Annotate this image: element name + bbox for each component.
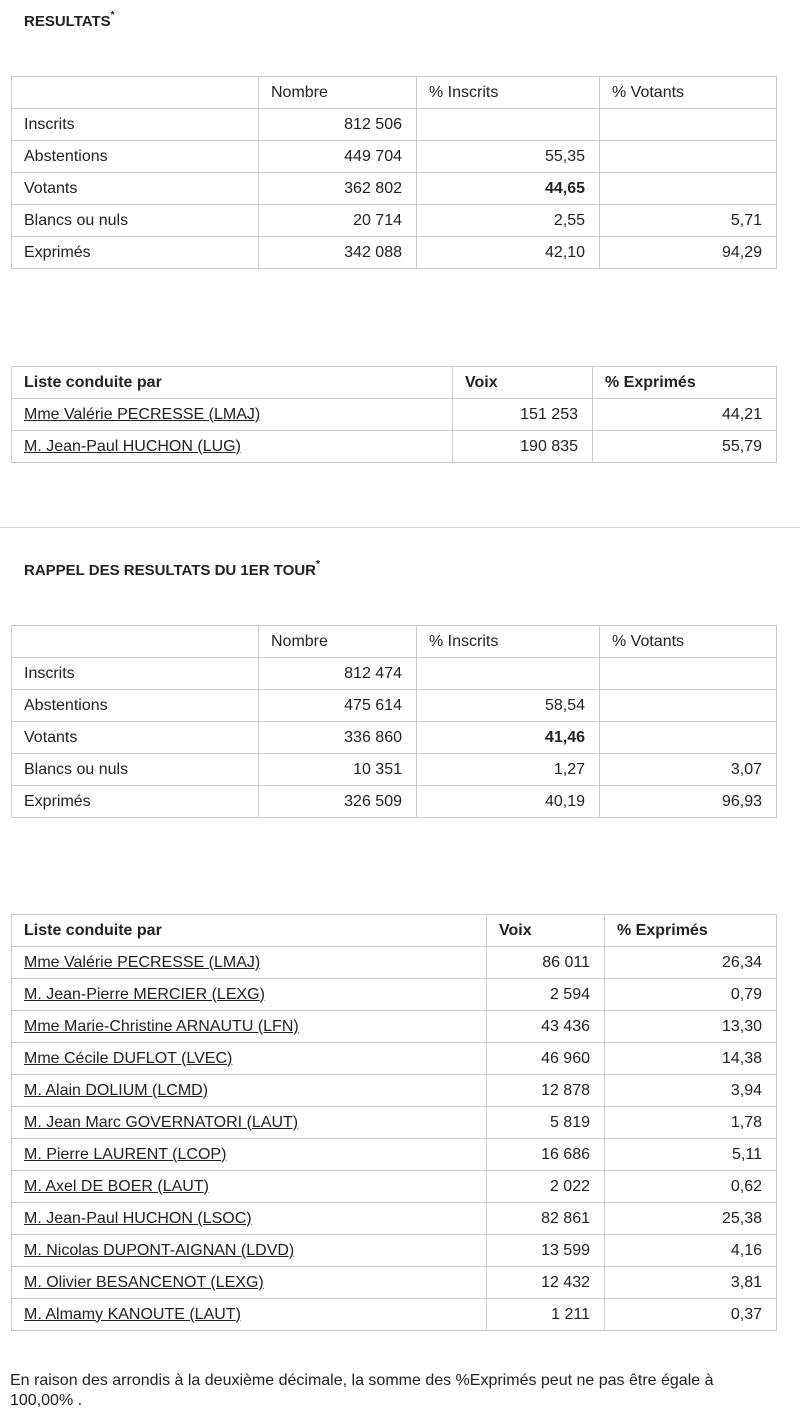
stats-pct-inscrits: 55,35 <box>417 141 600 173</box>
list-pct: 3,94 <box>605 1075 777 1107</box>
candidate-link[interactable]: M. Nicolas DUPONT-AIGNAN (LDVD) <box>24 1241 295 1259</box>
stats-pct-votants <box>600 658 777 690</box>
stats-pct-inscrits: 58,54 <box>417 690 600 722</box>
list-pct: 44,21 <box>593 399 777 431</box>
list-voix: 13 599 <box>487 1235 605 1267</box>
stats-nombre: 326 509 <box>259 786 417 818</box>
list-pct: 25,38 <box>605 1203 777 1235</box>
lists-header-voix: Voix <box>453 367 593 399</box>
first-round-heading <box>24 561 320 579</box>
stats-pct-votants <box>600 173 777 205</box>
list-pct: 1,78 <box>605 1107 777 1139</box>
first-round-lists-table <box>11 914 777 1331</box>
list-row <box>12 431 777 463</box>
results-heading <box>24 12 115 30</box>
list-pct: 14,38 <box>605 1043 777 1075</box>
stats-nombre: 475 614 <box>259 690 417 722</box>
first-round-asterisk: * <box>315 559 320 570</box>
stats-pct-votants <box>600 141 777 173</box>
list-pct: 0,37 <box>605 1299 777 1331</box>
candidate-link[interactable]: Mme Valérie PECRESSE (LMAJ) <box>24 953 261 971</box>
list-row <box>12 1011 777 1043</box>
stats-pct-votants: 5,71 <box>600 205 777 237</box>
stats-row-blancs <box>12 205 777 237</box>
lists-header-pct: % Exprimés <box>605 915 777 947</box>
stats-pct-inscrits <box>417 658 600 690</box>
stats-label: Votants <box>12 173 259 205</box>
stats-label: Abstentions <box>12 141 259 173</box>
stats-pct-inscrits <box>417 109 600 141</box>
stats-label: Exprimés <box>12 237 259 269</box>
lists-header-name: Liste conduite par <box>12 367 453 399</box>
lists-header-pct: % Exprimés <box>593 367 777 399</box>
stats-pct-inscrits: 40,19 <box>417 786 600 818</box>
stats-header-row <box>12 77 777 109</box>
list-row <box>12 1075 777 1107</box>
stats-nombre: 812 474 <box>259 658 417 690</box>
list-row <box>12 1267 777 1299</box>
stats-label: Abstentions <box>12 690 259 722</box>
list-pct: 0,79 <box>605 979 777 1011</box>
stats-row-abstentions <box>12 690 777 722</box>
stats-pct-inscrits: 42,10 <box>417 237 600 269</box>
list-pct: 3,81 <box>605 1267 777 1299</box>
stats-header-nombre: Nombre <box>259 77 417 109</box>
stats-row-votants <box>12 173 777 205</box>
lists-header-name: Liste conduite par <box>12 915 487 947</box>
stats-pct-votants: 3,07 <box>600 754 777 786</box>
candidate-link[interactable]: M. Jean Marc GOVERNATORI (LAUT) <box>24 1113 299 1131</box>
results-title: RESULTATS <box>24 13 111 30</box>
results-asterisk: * <box>110 10 115 21</box>
stats-row-exprimes <box>12 237 777 269</box>
list-voix: 82 861 <box>487 1203 605 1235</box>
list-row <box>12 1299 777 1331</box>
stats-header-label <box>12 626 259 658</box>
candidate-link[interactable]: M. Axel DE BOER (LAUT) <box>24 1177 209 1195</box>
list-voix: 5 819 <box>487 1107 605 1139</box>
rounding-footnote: En raison des arrondis à la deuxième décimale, la somme des %Exprimés peut ne pas être égale à 100,00% . <box>10 1372 714 1409</box>
stats-header-pct-votants: % Votants <box>600 626 777 658</box>
stats-nombre: 812 506 <box>259 109 417 141</box>
list-row <box>12 947 777 979</box>
stats-label: Blancs ou nuls <box>12 205 259 237</box>
stats-header-label <box>12 77 259 109</box>
stats-nombre: 20 714 <box>259 205 417 237</box>
stats-pct-votants <box>600 690 777 722</box>
stats-header-pct-inscrits: % Inscrits <box>417 77 600 109</box>
list-row <box>12 1043 777 1075</box>
candidate-link[interactable]: M. Almamy KANOUTE (LAUT) <box>24 1305 241 1323</box>
stats-row-exprimes <box>12 786 777 818</box>
stats-nombre: 10 351 <box>259 754 417 786</box>
list-pct: 26,34 <box>605 947 777 979</box>
candidate-link[interactable]: Mme Marie-Christine ARNAUTU (LFN) <box>24 1017 299 1035</box>
stats-nombre: 449 704 <box>259 141 417 173</box>
results-stats-table <box>11 76 777 269</box>
list-voix: 190 835 <box>453 431 593 463</box>
stats-pct-votants: 94,29 <box>600 237 777 269</box>
list-voix: 43 436 <box>487 1011 605 1043</box>
list-row <box>12 1107 777 1139</box>
list-pct: 0,62 <box>605 1171 777 1203</box>
lists-header-voix: Voix <box>487 915 605 947</box>
list-row <box>12 399 777 431</box>
candidate-link[interactable]: Mme Cécile DUFLOT (LVEC) <box>24 1049 233 1067</box>
list-pct: 55,79 <box>593 431 777 463</box>
stats-pct-votants: 96,93 <box>600 786 777 818</box>
candidate-link[interactable]: M. Jean-Paul HUCHON (LUG) <box>24 437 241 455</box>
first-round-stats-table <box>11 625 777 818</box>
list-pct: 4,16 <box>605 1235 777 1267</box>
results-lists-table <box>11 366 777 463</box>
stats-pct-votants <box>600 722 777 754</box>
stats-label: Blancs ou nuls <box>12 754 259 786</box>
candidate-link[interactable]: M. Jean-Paul HUCHON (LSOC) <box>24 1209 252 1227</box>
stats-row-inscrits <box>12 658 777 690</box>
list-pct: 13,30 <box>605 1011 777 1043</box>
list-row <box>12 1171 777 1203</box>
candidate-link[interactable]: M. Jean-Pierre MERCIER (LEXG) <box>24 985 265 1003</box>
list-pct: 5,11 <box>605 1139 777 1171</box>
list-voix: 46 960 <box>487 1043 605 1075</box>
stats-nombre: 362 802 <box>259 173 417 205</box>
stats-pct-inscrits: 2,55 <box>417 205 600 237</box>
stats-row-blancs <box>12 754 777 786</box>
stats-nombre: 342 088 <box>259 237 417 269</box>
list-row <box>12 1235 777 1267</box>
section-divider <box>0 527 800 528</box>
stats-label: Votants <box>12 722 259 754</box>
stats-row-votants <box>12 722 777 754</box>
stats-pct-inscrits: 41,46 <box>417 722 600 754</box>
list-row <box>12 1139 777 1171</box>
lists-header-row <box>12 367 777 399</box>
stats-header-pct-votants: % Votants <box>600 77 777 109</box>
candidate-link[interactable]: M. Olivier BESANCENOT (LEXG) <box>24 1273 264 1291</box>
stats-pct-votants <box>600 109 777 141</box>
lists-header-row <box>12 915 777 947</box>
candidate-link[interactable]: M. Pierre LAURENT (LCOP) <box>24 1145 227 1163</box>
stats-nombre: 336 860 <box>259 722 417 754</box>
stats-pct-inscrits: 44,65 <box>417 173 600 205</box>
list-row <box>12 979 777 1011</box>
stats-row-inscrits <box>12 109 777 141</box>
candidate-link[interactable]: Mme Valérie PECRESSE (LMAJ) <box>24 405 261 423</box>
list-row <box>12 1203 777 1235</box>
stats-header-nombre: Nombre <box>259 626 417 658</box>
stats-header-pct-inscrits: % Inscrits <box>417 626 600 658</box>
list-voix: 86 011 <box>487 947 605 979</box>
list-voix: 16 686 <box>487 1139 605 1171</box>
candidate-link[interactable]: M. Alain DOLIUM (LCMD) <box>24 1081 209 1099</box>
stats-row-abstentions <box>12 141 777 173</box>
list-voix: 12 878 <box>487 1075 605 1107</box>
stats-header-row <box>12 626 777 658</box>
list-voix: 2 022 <box>487 1171 605 1203</box>
first-round-title: RAPPEL DES RESULTATS DU 1ER TOUR <box>24 562 316 579</box>
list-voix: 151 253 <box>453 399 593 431</box>
stats-label: Exprimés <box>12 786 259 818</box>
stats-label: Inscrits <box>12 658 259 690</box>
stats-label: Inscrits <box>12 109 259 141</box>
list-voix: 12 432 <box>487 1267 605 1299</box>
stats-pct-inscrits: 1,27 <box>417 754 600 786</box>
list-voix: 1 211 <box>487 1299 605 1331</box>
list-voix: 2 594 <box>487 979 605 1011</box>
